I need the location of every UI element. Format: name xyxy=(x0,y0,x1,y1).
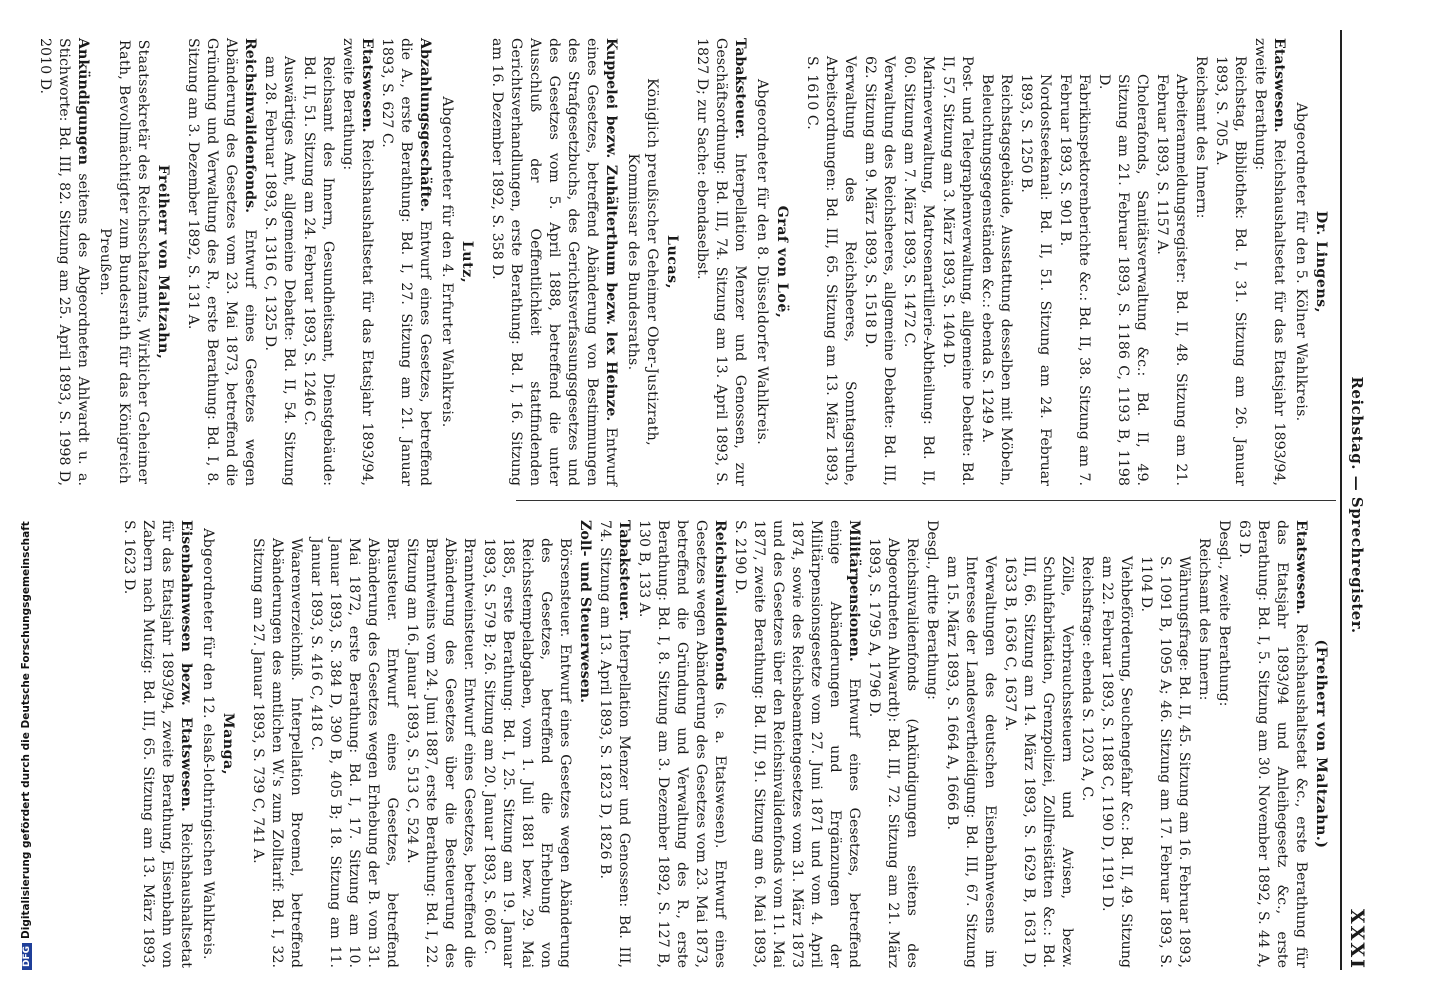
register-entry xyxy=(183,38,259,486)
register-entry xyxy=(938,38,976,486)
column-divider xyxy=(516,500,1336,501)
entry-text: Entwurf eines Gesetzes, betreffend die A., erste Berathung: Bd. I, 27. Sitzung am 21. Januar 1893, S. 627 C. xyxy=(379,38,433,486)
register-entry xyxy=(1094,38,1151,486)
entry-text: Entwurf eines Gesetzes, betreffend Abänderung von Bestimmungen des Strafgesetzbuchs, des Gerichtsverfassungsgesetzes und des Gesetzes vom 5. April 1888, betreffend die unter Ausschluß der Oeffentlichkeit stattfindenden Gerichtsverhandlungen, erste Berathung: Bd. I, 16. Sitzung am 16. Dezember 1892, S. 358 D. xyxy=(489,38,619,486)
entry-text: Cholerafonds, Sanitätsverwaltung &c.: Bd. II, 49. Sitzung am 21. Februar 1893, S. 1186 C, 1193 B, 1198 D. xyxy=(1096,74,1150,486)
speaker-description: Abgeordneter für den 5. Kölner Wahlkreis. xyxy=(1293,102,1309,422)
entry-text: Entwurf eines Gesetzes, betreffend einige Abänderungen und Ergänzungen der Militärpensionsgesetze vom 27. Juni 1871 und vom 4. April 1874, sowie des Reichsbeamtengesetzes vom 31. März 1873 und des Gesetzes über den Reichsinvalidenfonds vom 11. Mai 1877, zweite Berathung: Bd. III, 91. Sitzung am 6. Mai 1893, S. 2190 D. xyxy=(732,520,862,968)
entry-text: Reichsinvalidenfonds (Ankündigungen seitens des Abgeordneten Ahlwardt): Bd. III, 72. Sitzung am 21. März 1893, S. 1795 A, 1796 D. xyxy=(866,538,920,968)
subject-keyword: Reichsinvalidenfonds. xyxy=(242,38,258,214)
register-entry xyxy=(119,520,195,968)
speaker-name: Lutz, xyxy=(459,240,475,284)
register-entry xyxy=(1234,520,1310,968)
register-entry xyxy=(575,520,594,968)
speaker-description: Königlich preußischer Geheimer Ober-Justizrath, Kommissar des Bundesraths. xyxy=(625,78,660,446)
register-entry xyxy=(338,38,376,486)
register-entry xyxy=(899,38,937,486)
speaker-name: Dr. Lingens, xyxy=(1313,210,1329,314)
register-entry xyxy=(1016,38,1054,486)
footer-credit: Digitalisierung gefördert durch die Deutsche Forschungsgemeinschaft xyxy=(20,521,32,939)
subject-keyword: Abzahlungsgeschäfte. xyxy=(417,38,433,213)
subject-keyword: Etatswesen. xyxy=(1271,38,1287,133)
entry-text: (s. a. Etatswesen). Entwurf eines Gesetzes wegen Abänderung des Gesetzes vom 23. Mai 1873, betreffend die Gründung und Verwaltung des R., erste Berathung: Bd. I, 8. Sitzung am 3. Dezember 1892, S. 127 B, 130 B, 133 A. xyxy=(636,520,728,968)
register-entry xyxy=(487,38,620,486)
subject-keyword: Eisenbahnwesen bezw. Etatswesen. xyxy=(178,520,194,812)
speaker-name: Graf von Loë, xyxy=(774,205,790,319)
entry-text: Waarenverzeichniß. Interpellation Broemel, betreffend Abänderungen des amtlichen W.'s zum Zolltarif: Bd. I, 32. Sitzung am 27. Januar 1893, S. 739 C, 741 A. xyxy=(250,538,304,968)
entry-text: Branntweinsteuer. Entwurf eines Gesetzes, betreffend die Abänderung des Gesetzes über die Besteuerung des Branntweins vom 24. Juni 1887, erste Berathung: Bd. I, 22. Sitzung am 16. Januar 1893, S. 513 C, 524 A. xyxy=(404,538,477,968)
register-entry xyxy=(922,520,941,968)
entry-text: Reichshaushaltsetat für das Etatsjahr 1893/94, zweite Berathung, Eisenbahn von Zabern nach Mutzig: Bd. III, 65. Sitzung am 13. März 1893, S. 1623 D. xyxy=(121,520,194,968)
register-entry xyxy=(306,520,401,968)
left-column xyxy=(37,38,1332,486)
entry-text: Börsensteuer. Entwurf eines Gesetzes wegen Abänderung des Gesetzes, betreffend die Erhebung von Reichsstempelabgaben, vom 1. Juli 1881 bezw. 29. Mai 1885, erste Berathung: Bd. I, 25. Sitzung am 19. Januar 1893, S. 579 B; 26. Sitzung am 20. Januar 1893, S. 608 C. xyxy=(481,538,573,968)
entry-text: Verwaltungen des deutschen Eisenbahnwesens im Interesse der Landesvertheidigung: Bd. III, 67. Sitzung am 15. März 1893, S. 1664 A, 1666 B. xyxy=(944,556,998,968)
running-title: Reichstag. — Sprechregister. xyxy=(1348,376,1366,634)
entry-text: Arbeiteranmeldungsregister: Bd. II, 48. Sitzung am 21. Februar 1893, S. 1157 A. xyxy=(1154,74,1189,486)
register-entry xyxy=(1097,520,1135,968)
subject-keyword: Kuppelei bezw. Zuhälterthum bezw. lex Heinze. xyxy=(603,38,619,422)
rotated-page xyxy=(37,0,1390,1000)
entry-text: Zölle, Verbrauchssteuern und Avisen, bezw. Schuhfabrikation, Grenzpolizei, Zollfreistätten &c.: Bd. III, 66. Sitzung am 14. März 1893, S. 1629 B, 1631 D, 1633 B, 1636 C, 1637 A. xyxy=(1002,556,1075,968)
subject-keyword: Militärpensionen. xyxy=(846,520,862,662)
entry-text: Viehbeförderung, Seuchengefahr &c.: Bd. II, 49. Sitzung am 22. Februar 1893, S. 1188 C, 1190 D, 1191 D. xyxy=(1099,556,1134,968)
entry-spacer xyxy=(793,38,801,486)
entry-spacer xyxy=(239,520,247,968)
register-entry xyxy=(595,520,633,968)
register-entry xyxy=(860,38,898,486)
speaker-description: Staatssekretär des Reichsschatzamts, Wirklicher Geheimer Rath, Bevollmächtigter zum Bundesrath für das Königreich Preußen. xyxy=(97,39,151,485)
register-entry xyxy=(1152,38,1190,486)
speaker-description: Abgeordneter für den 8. Düsseldorfer Wahlkreis. xyxy=(754,78,770,446)
entry-text: Marineverwaltung, Matrosenartillerie-Abtheilung: Bd. II, 60. Sitzung am 7. März 1893, S. 1472 C. xyxy=(901,56,936,486)
register-entry xyxy=(942,520,999,968)
subject-keyword: Etatswesen. xyxy=(359,38,375,133)
register-entry xyxy=(634,520,729,968)
entry-text: Reichstag, Bibliothek: Bd. I, 31. Sitzung am 26. Januar 1893, S. 705 A. xyxy=(1213,56,1248,486)
register-entry xyxy=(1214,520,1233,968)
entry-text: Reichshaushaltsetat für das Etatsjahr 1893/94, zweite Berathung: xyxy=(1252,38,1287,486)
entry-text: Reichstagsgebäude, Ausstattung desselben mit Möbeln, Beleuchtungsgegenständen &c.: ebenda S. 1249 A. xyxy=(979,74,1014,486)
register-entry xyxy=(1191,38,1210,486)
subject-keyword: Ankündigungen xyxy=(75,38,91,165)
entry-text: Reichsamt des Innern: xyxy=(1196,538,1212,701)
entry-text: Reichshaushaltsetat für das Etatsjahr 1893/94, zweite Berathung: xyxy=(340,38,375,486)
register-entry xyxy=(864,520,921,968)
register-entry xyxy=(35,38,92,486)
speaker-name: Freiherr von Maltzahn, xyxy=(155,164,171,360)
register-entry xyxy=(299,38,337,486)
footer-text-wrap xyxy=(20,521,32,1000)
entry-text: Währungsfrage: Bd. II, 45. Sitzung am 16. Februar 1893, S. 1091 B, 1095 A; 46. Sitzung am 17. Februar 1893, S. 1104 D. xyxy=(1138,556,1192,968)
entry-spacer xyxy=(478,38,486,486)
speaker-name: (Freiherr von Maltzahn.) xyxy=(1313,639,1329,849)
entry-spacer xyxy=(174,38,182,486)
entry-spacer xyxy=(683,38,691,486)
entry-text: Brausteuer. Entwurf eines Gesetzes, betreffend Abänderung des Gesetzes wegen Erhebung der B. vom 31. Mai 1872, erste Berathung: Bd. I, 17. Sitzung am 10. Januar 1893, S. 384 D, 390 B, 405 B; 18. Sitzung am 11. Januar 1893, S. 416 C, 418 C. xyxy=(308,538,400,968)
speaker-name: Lucas, xyxy=(664,234,680,290)
register-entry xyxy=(1250,38,1288,486)
page-header xyxy=(1332,30,1372,980)
entry-text: Verwaltung des Reichsheeres, Sonntagsruhe, Arbeitsordnungen: Bd. III, 65. Sitzung am 13. März 1893, S. 1610 C. xyxy=(804,56,858,486)
dfg-logo: DFG xyxy=(22,943,32,970)
register-entry xyxy=(1000,520,1076,968)
right-column xyxy=(121,520,1332,968)
entry-text: Reichsamt des Innern: xyxy=(1193,56,1209,219)
speaker-description: Abgeordneter für den 12. elsaß-lothringischen Wahlkreis. xyxy=(200,528,216,960)
subject-keyword: Tabaksteuer. xyxy=(616,520,632,622)
register-entry xyxy=(1211,38,1249,486)
register-entry xyxy=(692,38,749,486)
register-entry xyxy=(479,520,574,968)
subject-keyword: Etatswesen. xyxy=(1293,520,1309,615)
register-entry xyxy=(402,520,478,968)
subject-keyword: Zoll- und Steuerwesen. xyxy=(577,520,593,704)
subject-keyword: Tabaksteuer. xyxy=(732,38,748,140)
entry-text: Reichsamt des Innern, Gesundheitsamt, Dienstgebäude: Bd. II, 51. Sitzung am 24. Februar 1893, S. 1246 C. xyxy=(301,56,336,486)
entry-text: Nordostseekanal: Bd. II, 51. Sitzung am 24. Februar 1893, S. 1250 B. xyxy=(1018,74,1053,486)
register-entry xyxy=(730,520,863,968)
register-entry xyxy=(377,38,434,486)
header-rule xyxy=(1340,30,1342,970)
entry-text: seitens des Abgeordneten Ahlwardt u. a. Stichworte: Bd. III, 82. Sitzung am 25. April 1893, S. 1998 D, 2010 D. xyxy=(37,38,91,486)
register-entry xyxy=(260,38,298,486)
entry-text: Post- und Telegraphenverwaltung, allgemeine Debatte: Bd. II, 57. Sitzung am 3. März 1893, S. 1404 D. xyxy=(940,56,975,486)
register-entry xyxy=(248,520,305,968)
entry-text: Reichsfrage: ebenda S. 1203 A, C. xyxy=(1079,556,1095,802)
subject-keyword: Reichsinvalidenfonds xyxy=(712,520,728,691)
register-entry xyxy=(1136,520,1193,968)
register-entry xyxy=(977,38,1015,486)
speaker-name: Manga, xyxy=(220,712,236,776)
entry-text: Interpellation Menzer und Genossen: Bd. III, 74. Sitzung am 13. April 1893, S. 1823 D, 1826 B. xyxy=(597,520,632,968)
register-entry xyxy=(1055,38,1093,486)
entry-text: Entwurf eines Gesetzes wegen Abänderung des Gesetzes vom 23. Mai 1873, betreffend die Gründung und Verwaltung des R., erste Berathung: Bd. I, 8. Sitzung am 3. Dezember 1892, S. 131 A. xyxy=(185,38,258,486)
entry-text: Reichshaushaltsetat &c., erste Berathung für das Etatsjahr 1893/94 und Anleihegesetz &c., erste Berathung: Bd. I, 5. Sitzung am 30. November 1892, S. 44 A, 63 D. xyxy=(1236,520,1309,968)
register-entry xyxy=(802,38,859,486)
register-entry xyxy=(1077,520,1096,968)
digitization-footer xyxy=(0,0,32,1000)
speaker-description: Abgeordneter für den 4. Erfurter Wahlkreis. xyxy=(439,96,455,428)
entry-text: Desgl., zweite Berathung: xyxy=(1216,520,1232,707)
register-entry xyxy=(1194,520,1213,968)
entry-text: Verwaltung des Reichsheeres, allgemeine Debatte: Bd. III, 62. Sitzung am 9. März 1893, S. 1518 D. xyxy=(862,56,897,486)
entry-text: Interpellation Menzer und Genossen, zur Geschäftsordnung: Bd. III, 74. Sitzung am 13. April 1893, S. 1827 D; zur Sache: ebendaselbst. xyxy=(694,38,748,486)
entry-text: Fabrikinspektorenberichte &c.: Bd. II, 38. Sitzung am 7. Februar 1893, S. 901 B. xyxy=(1057,74,1092,486)
page-number: XXXI xyxy=(1346,908,1368,970)
entry-text: Desgl., dritte Berathung: xyxy=(924,520,940,700)
entry-text: Auswärtiges Amt, allgemeine Debatte: Bd. II, 54. Sitzung am 28. Februar 1893, S. 1316 C, 1325 D. xyxy=(262,56,297,486)
